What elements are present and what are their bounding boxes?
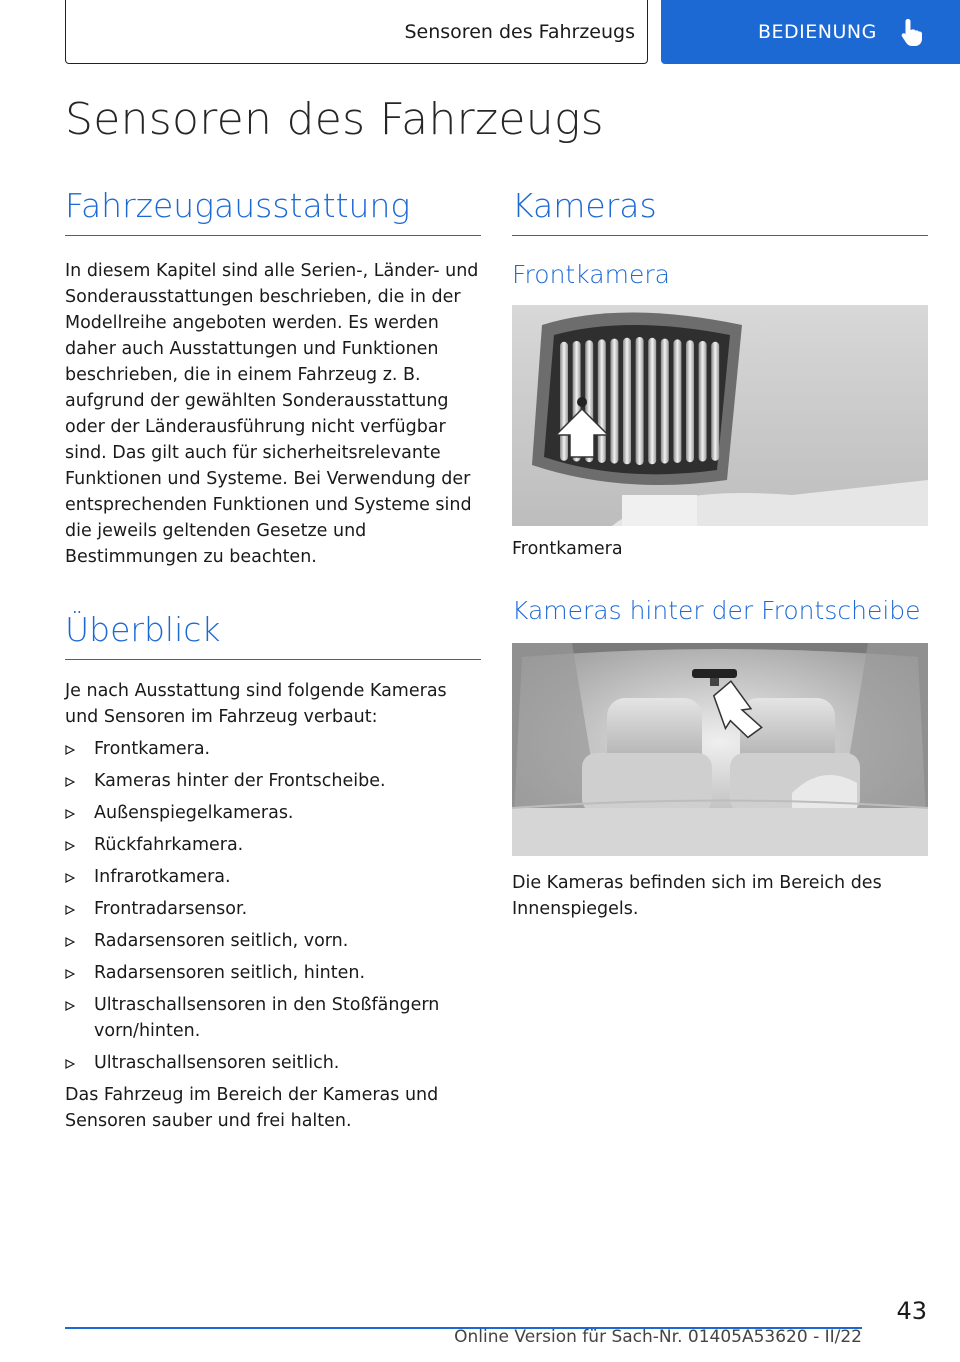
page-title: Sensoren des Fahrzeugs [65, 94, 604, 145]
sensor-list-item [65, 1050, 481, 1076]
heading-windshield-cameras: Kameras hinter der Frontscheibe [512, 596, 921, 625]
triangle-bullet-icon [65, 1059, 75, 1069]
right-column [512, 186, 928, 922]
header-section-tab [661, 0, 960, 64]
sensor-list-item-text: Frontkamera. [94, 739, 211, 759]
triangle-bullet-icon [65, 777, 75, 787]
sensor-list-item [65, 800, 481, 826]
grille-bar [610, 339, 618, 464]
triangle-bullet-icon [65, 969, 75, 979]
grille-bar [661, 339, 669, 464]
sensor-list-item [65, 960, 481, 986]
sensor-list-item [65, 896, 481, 922]
sensor-list-item [65, 992, 481, 1044]
heading-front-camera: Frontkamera [512, 260, 670, 289]
sensor-list-item [65, 736, 481, 762]
triangle-bullet-icon [65, 809, 75, 819]
triangle-bullet-icon [65, 745, 75, 755]
sensor-list-item-text: Frontradarsensor. [94, 899, 248, 919]
paragraph-overview: Je nach Ausstattung sind folgende Kameras und Sensoren im Fahrzeug verbaut: [65, 681, 447, 727]
grille-bar [623, 338, 631, 465]
sensor-list-item-text: Ultraschallsensoren seitlich. [94, 1053, 340, 1073]
grille-bar [648, 338, 656, 465]
hand-pointer-icon [899, 17, 925, 47]
paragraph-equipment: In diesem Kapitel sind alle Serien-, Länder- und Sonderausstattungen beschrieben, die in der Modellreihe angeboten werden. Es werden daher auch Ausstattungen und Funktionen beschrieben, die in einem Fahrzeug z. B. aufgrund der gewählten Sonderausstattung oder der Länderausführung nicht verfügbar sind. Das gilt auch für sicherheitsrelevante Funktionen und Systeme. Bei Verwendung der entsprechenden Funktionen und Systeme sind die jeweils geltenden Gesetze und Bestimmungen zu beachten. [65, 261, 479, 567]
left-column [65, 186, 481, 1134]
heading-overview: Überblick [65, 610, 481, 660]
grille-bar [711, 342, 719, 461]
sensor-list-item-text: Ultraschallsensoren in den Stoßfängern vorn/hinten. [94, 995, 440, 1041]
paragraph-clean: Das Fahrzeug im Bereich der Kameras und Sensoren sauber und frei halten. [65, 1085, 439, 1131]
sensor-list [65, 736, 481, 1076]
grille-bar [560, 342, 568, 461]
caption-windshield-cameras: Die Kameras befinden sich im Bereich des Innenspiegels. [512, 873, 882, 919]
triangle-bullet-icon [65, 905, 75, 915]
header-chapter-tab [65, 0, 648, 64]
caption-front-camera: Frontkamera [512, 539, 623, 559]
heading-equipment: Fahrzeugausstattung [65, 186, 481, 236]
sensor-list-item-text: Radarsensoren seitlich, vorn. [94, 931, 349, 951]
triangle-bullet-icon [65, 1001, 75, 1011]
triangle-bullet-icon [65, 841, 75, 851]
heading-cameras: Kameras [512, 186, 928, 236]
sensor-list-item-text: Kameras hinter der Frontscheibe. [94, 771, 386, 791]
sensor-list-item-text: Radarsensoren seitlich, hinten. [94, 963, 366, 983]
sensor-list-item-text: Außenspiegelkameras. [94, 803, 294, 823]
triangle-bullet-icon [65, 873, 75, 883]
sensor-list-item [65, 928, 481, 954]
grille-bar [636, 337, 644, 465]
triangle-bullet-icon [65, 937, 75, 947]
online-version-note: Online Version für Sach-Nr. 01405A53620 - II/22 [454, 1327, 862, 1347]
grille-bar [598, 339, 606, 463]
sensor-list-item [65, 864, 481, 890]
sensor-list-item-text: Infrarotkamera. [94, 867, 231, 887]
grille-bar [686, 340, 694, 462]
header-section-label: BEDIENUNG [758, 21, 877, 43]
sensor-list-item-text: Rückfahrkamera. [94, 835, 244, 855]
sensor-list-item [65, 768, 481, 794]
windshield-camera-figure [512, 643, 928, 856]
sensor-list-item [65, 832, 481, 858]
front-camera-figure [512, 305, 928, 526]
grille-bar [699, 341, 707, 462]
page-number: 43 [896, 1297, 927, 1325]
header-chapter-title: Sensoren des Fahrzeugs [404, 20, 635, 43]
grille-bar [673, 339, 681, 463]
